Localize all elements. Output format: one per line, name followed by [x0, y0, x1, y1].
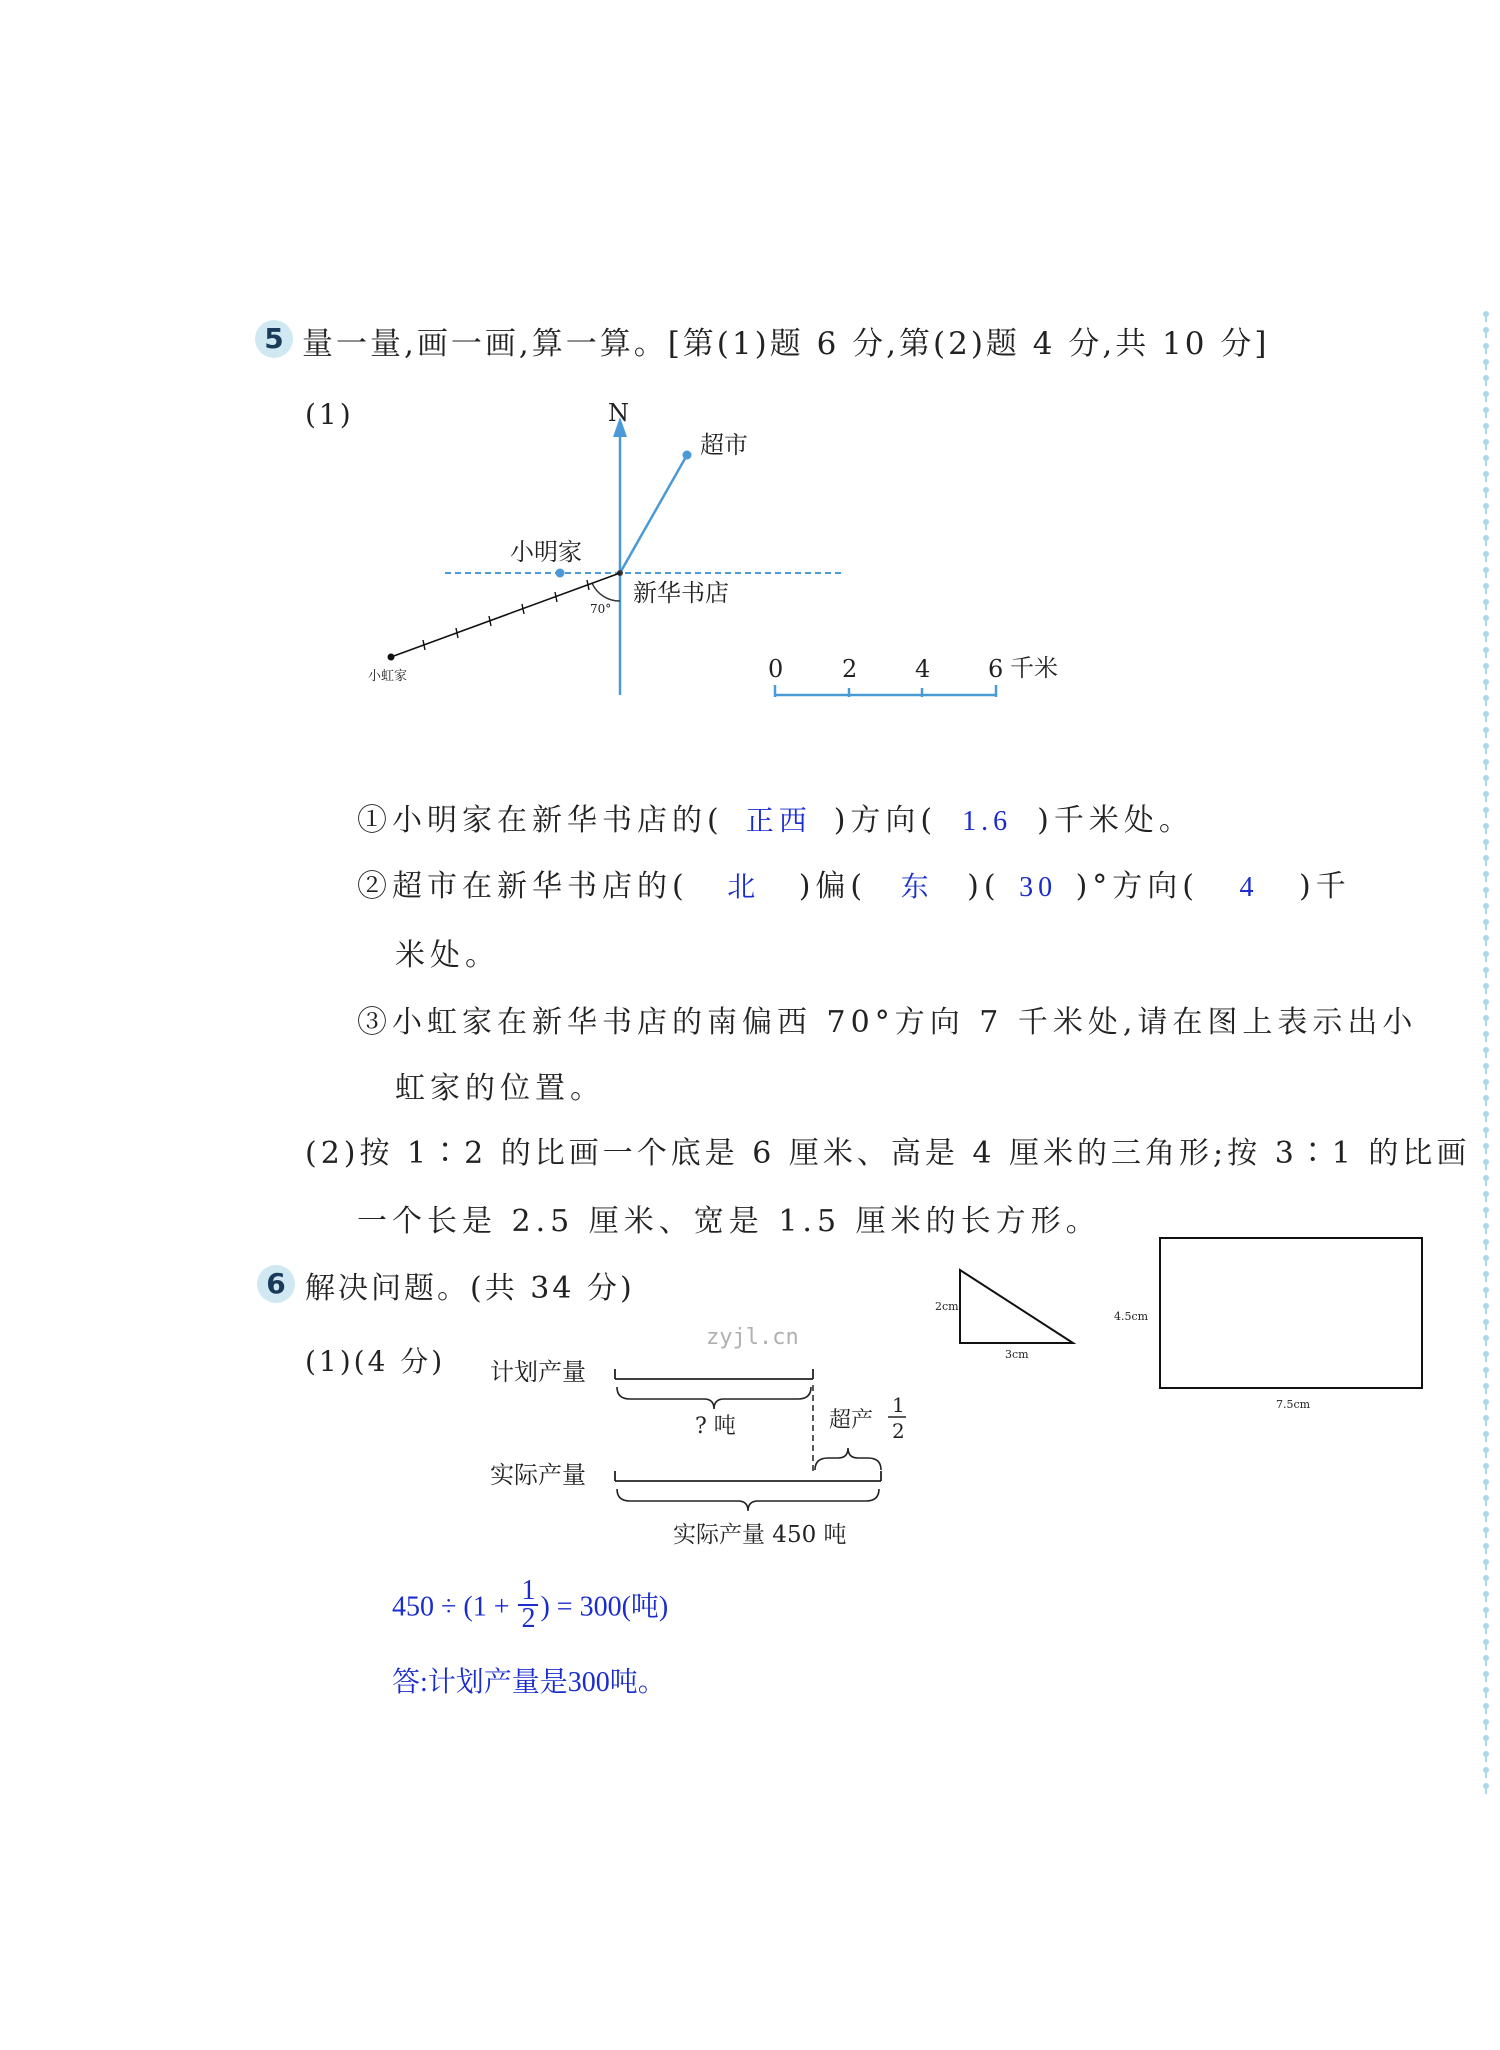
extra-frac-num: 1 — [892, 1393, 905, 1417]
sentence-3-continued: 虹家的位置。 — [395, 1071, 605, 1106]
answer-xiaoming-distance: 1.6 — [962, 806, 1013, 837]
xiaohong-home-point — [388, 654, 395, 661]
solution-equation — [392, 1575, 669, 1636]
solution-frac-num: 1 — [518, 1578, 538, 1606]
answer-rectangle — [1160, 1238, 1422, 1388]
segment-diagram — [480, 1345, 940, 1565]
direction-map — [350, 395, 1070, 715]
rectangle-height-label: 4.5cm — [1114, 1310, 1149, 1323]
sentence-3: ③小虹家在新华书店的南偏西 70°方向 7 千米处,请在图上表示出小 — [357, 1005, 1418, 1040]
scale-tick-2: 2 — [842, 655, 858, 683]
solution-frac-den: 2 — [521, 1603, 536, 1634]
extra-label: 超产 — [829, 1408, 874, 1433]
sentence-2-part-a: ②超市在新华书店的( — [357, 869, 689, 904]
part-1-label: (1) — [305, 398, 354, 431]
answer-supermarket-dir-1: 北 — [727, 872, 761, 903]
sentence-1-part-a: ①小明家在新华书店的( — [357, 803, 724, 838]
scale-tick-0: 0 — [768, 655, 784, 683]
actual-brace — [617, 1489, 879, 1511]
drawn-shapes — [930, 1230, 1450, 1420]
sentence-2-part-c: )( — [967, 869, 1001, 904]
angle-label: 70° — [590, 602, 612, 616]
answer-triangle — [960, 1270, 1073, 1343]
extra-brace — [815, 1448, 881, 1470]
solution-answer: 答:计划产量是300吨。 — [392, 1667, 666, 1698]
part-2-text: (2)按 1∶2 的比画一个底是 6 厘米、高是 4 厘米的三角形;按 3∶1 的比画 — [305, 1136, 1471, 1171]
answer-supermarket-distance: 4 — [1239, 872, 1259, 903]
question-5-title: 量一量,画一画,算一算。[第(1)题 6 分,第(2)题 4 分,共 10 分] — [302, 326, 1270, 362]
north-label: N — [608, 399, 629, 427]
sentence-2-part-d: )°方向( — [1075, 869, 1199, 904]
bookstore-label: 新华书店 — [633, 579, 729, 607]
planned-label: 计划产量 — [490, 1358, 586, 1386]
sentence-2 — [357, 861, 1351, 905]
sentence-1-part-c: )千米处。 — [1037, 803, 1194, 838]
actual-label: 实际产量 — [490, 1461, 586, 1489]
scale-unit: 千米 — [1010, 654, 1058, 682]
xiaoming-home-point — [556, 569, 565, 578]
xiaohong-line — [391, 573, 620, 657]
xiaohong-home-label: 小虹家 — [368, 669, 408, 684]
supermarket-label: 超市 — [700, 431, 748, 459]
sentence-1-part-b: )方向( — [833, 803, 938, 838]
planned-brace — [617, 1387, 811, 1409]
scale-tick-6: 6 — [988, 655, 1004, 683]
answer-xiaoming-direction: 正西 — [745, 806, 812, 837]
sentence-2-continued: 米处。 — [395, 938, 500, 973]
solution-lhs: 450 ÷ (1 + — [392, 1591, 510, 1623]
extra-frac-den: 2 — [892, 1419, 905, 1443]
actual-total-label: 实际产量 450 吨 — [673, 1522, 847, 1548]
question-number-6: 6 — [257, 1265, 295, 1303]
triangle-height-label: 2cm — [935, 1300, 959, 1313]
sentence-2-part-b: )偏( — [798, 869, 868, 904]
watermark: zyjl.cn — [706, 1325, 799, 1350]
triangle-base-label: 3cm — [1005, 1348, 1029, 1361]
question-6-part-1-label: (1)(4 分) — [305, 1345, 446, 1378]
binding-edge-marks — [1480, 310, 1492, 1800]
solution-rhs: ) = 300(吨) — [540, 1591, 669, 1623]
rectangle-width-label: 7.5cm — [1276, 1398, 1311, 1411]
unknown-label: ? 吨 — [695, 1414, 736, 1439]
xiaoming-home-label: 小明家 — [510, 538, 582, 566]
supermarket-line — [620, 455, 687, 573]
answer-supermarket-angle: 30 — [1019, 872, 1058, 903]
sentence-1 — [357, 795, 1194, 839]
question-number-5: 5 — [255, 320, 293, 358]
angle-arc — [592, 583, 620, 601]
answer-supermarket-dir-2: 东 — [900, 872, 934, 903]
part-2-text-continued: 一个长是 2.5 厘米、宽是 1.5 厘米的长方形。 — [357, 1204, 1101, 1239]
question-6-title: 解决问题。(共 34 分) — [305, 1271, 635, 1306]
scale-tick-4: 4 — [915, 655, 931, 683]
sentence-2-part-e: )千 — [1298, 869, 1351, 904]
supermarket-point — [683, 451, 692, 460]
solution-fraction — [518, 1575, 538, 1634]
